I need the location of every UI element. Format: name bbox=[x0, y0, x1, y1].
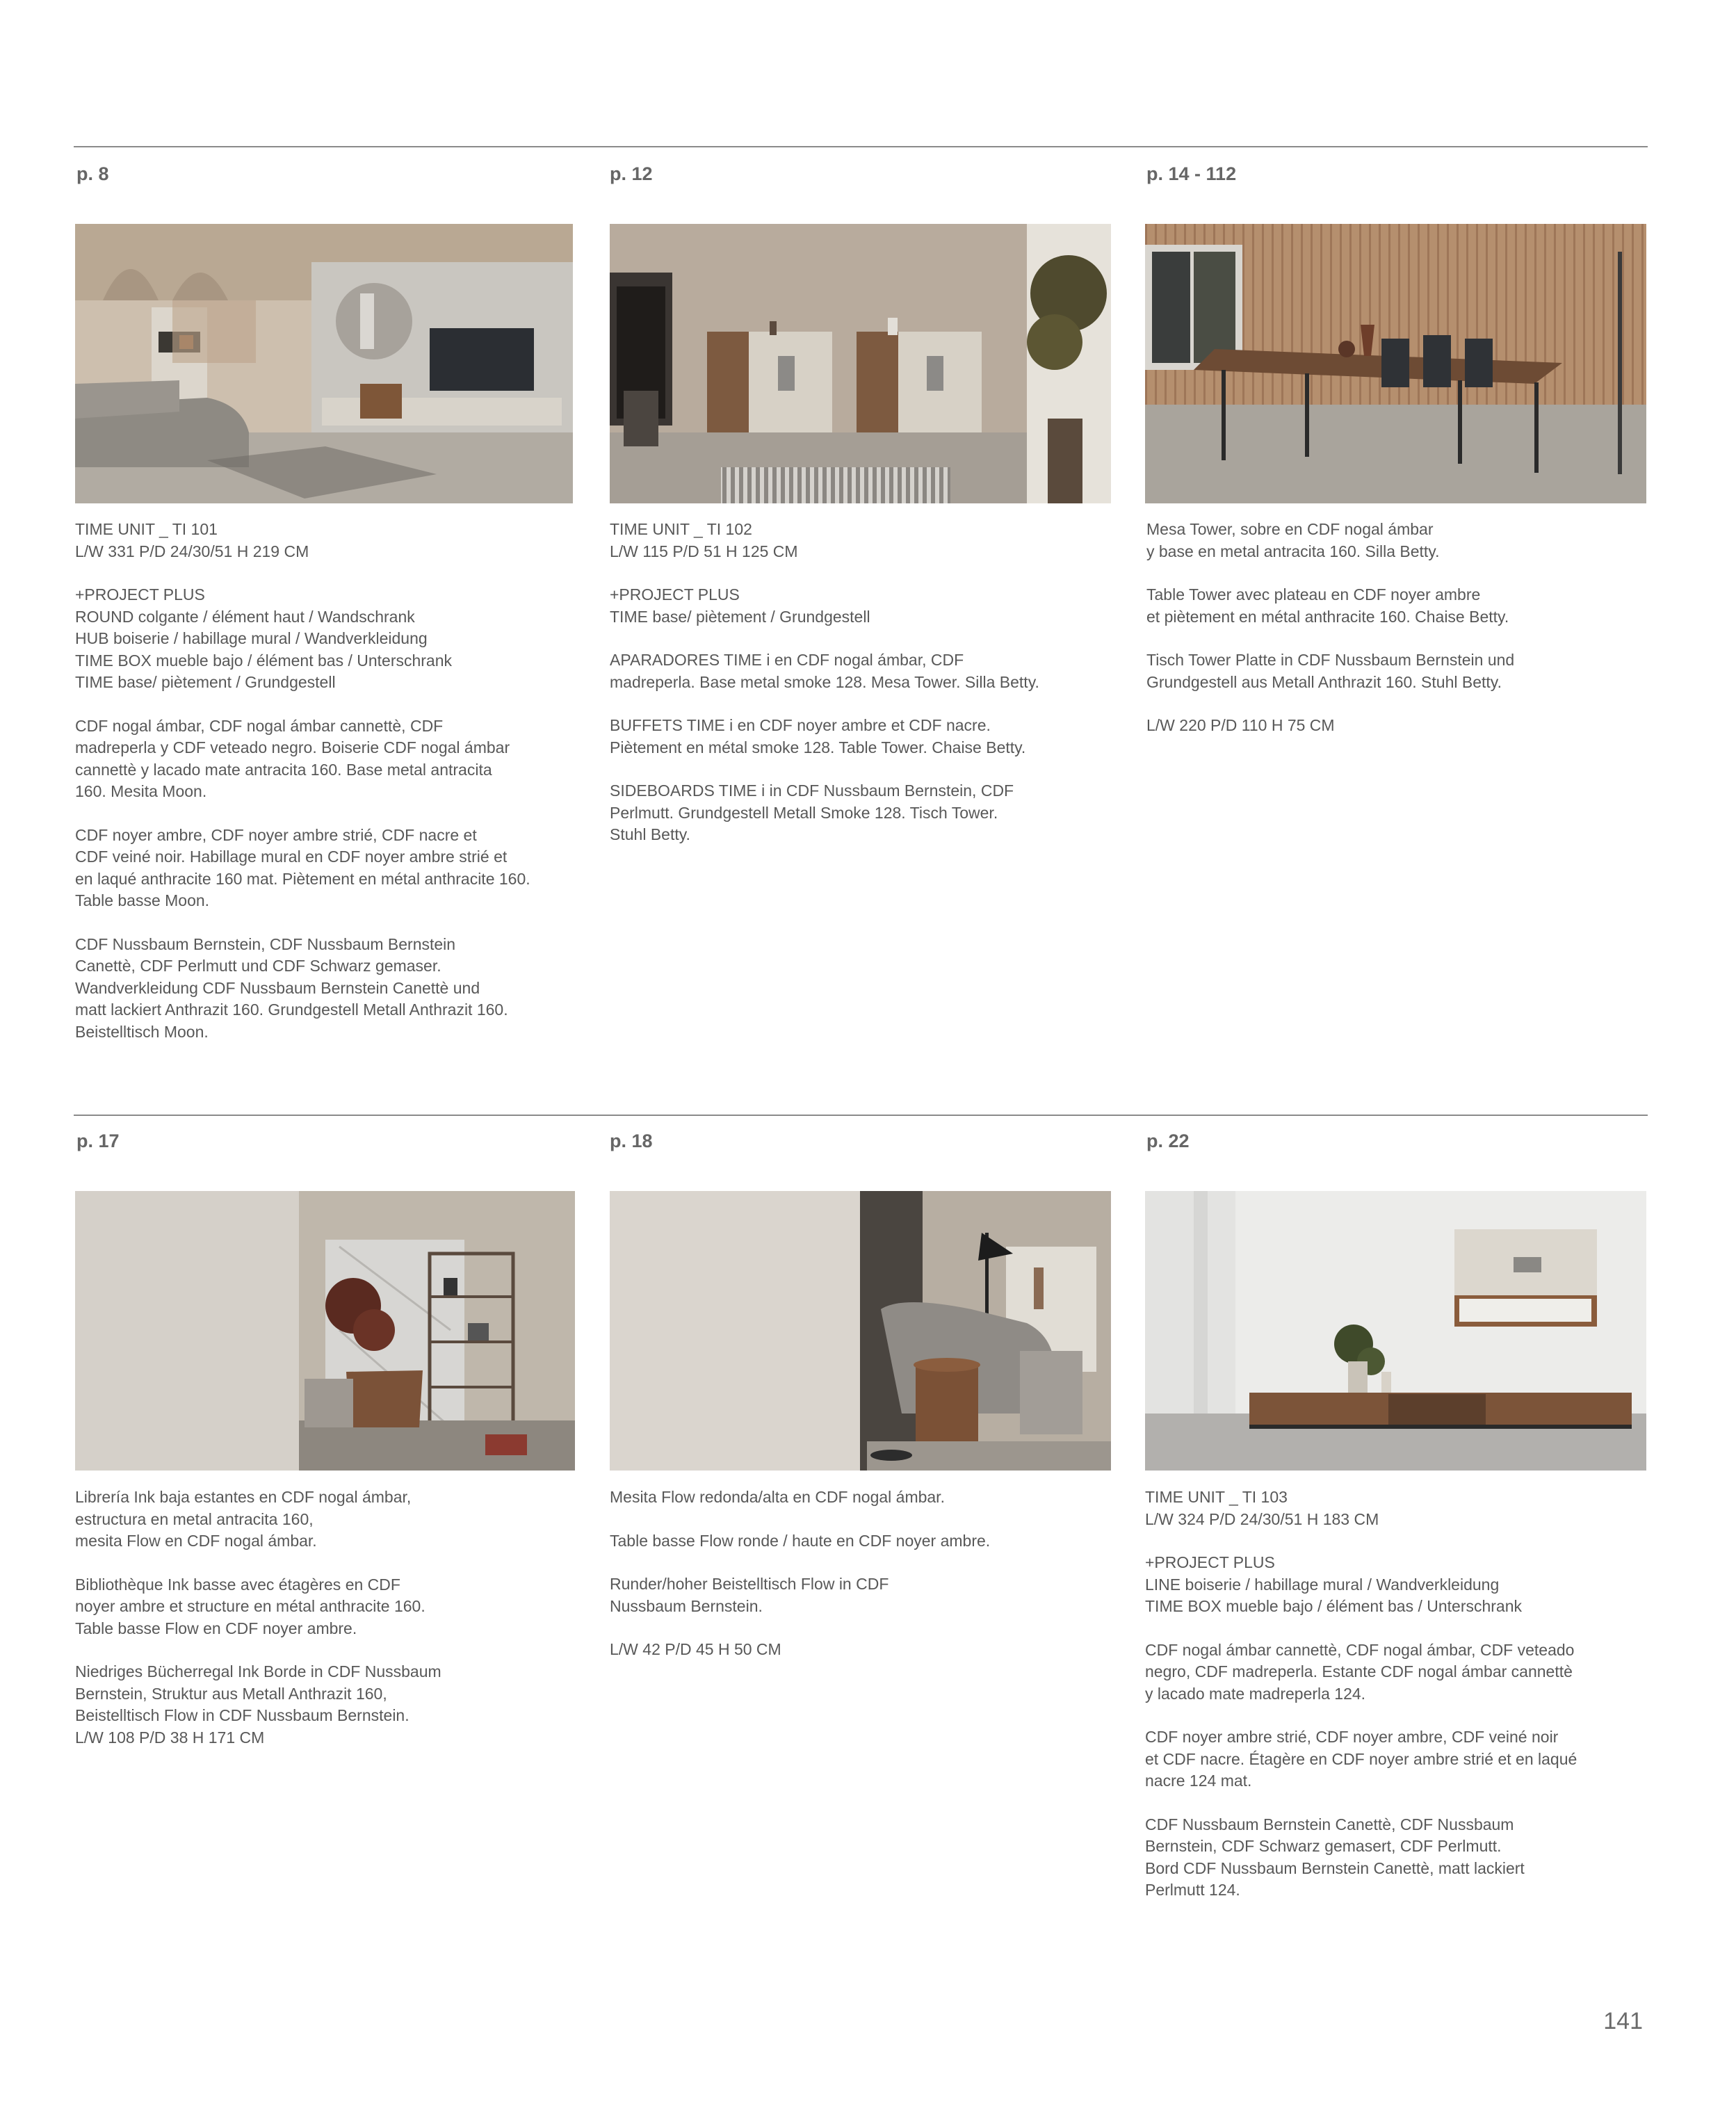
top-divider-row-1 bbox=[74, 146, 1648, 147]
product-description: TIME UNIT _ TI 102 L/W 115 P/D 51 H 125 CM +PROJECT PLUS TIME base/ piètement / Grundgestell APARADORES TIME i en CDF nogal ámbar, CDF madreperla. Base metal smoke 128. Mesa Tower. Silla Betty. BUFFETS TIME i en CDF noyer ambre et CDF nacre. Piètement en métal smoke 128. Table Tower. Chaise Betty. SIDEBOARDS TIME i in CDF Nussbaum Bernstein, CDF Perlmutt. Grundgestell Metall Smoke 128. Tisch Tower. Stuhl Betty. bbox=[610, 520, 1039, 843]
product-description: Mesa Tower, sobre en CDF nogal ámbar y base en metal antracita 160. Silla Betty. Table Tower avec plateau en CDF noyer ambre et piètement en métal anthracite 160. Chaise Betty. Tisch Tower Platte in CDF Nussbaum Bernstein und Grundgestell aus Metall Anthrazit 160. Stuhl Betty. L/W 220 P/D 110 H 75 CM bbox=[1146, 520, 1515, 734]
product-photo-side-table bbox=[610, 1191, 1111, 1471]
product-photo-wall-unit bbox=[1145, 1191, 1646, 1471]
page-number: 141 bbox=[1603, 2008, 1643, 2034]
product-description: TIME UNIT _ TI 101 L/W 331 P/D 24/30/51 H 219 CM +PROJECT PLUS ROUND colgante / élément haut / Wandschrank HUB boiserie / habillage mural / Wandverkleidung TIME BOX mueble bajo / élément bas / Unterschrank TIME base/ piètement / Grundgestell CDF nogal ámbar, CDF nogal ámbar cannettè, CDF madreperla y CDF veteado negro. Boiserie CDF nogal ámbar cannettè y lacado mate antracita 160. Base metal antracita 160. Mesita Moon. CDF noyer ambre, CDF noyer ambre strié, CDF nacre et CDF veiné noir. Habillage mural en CDF noyer ambre strié et en laqué anthracite 160 mat. Piètement en métal anthracite 160. Table basse Moon. CDF Nussbaum Bernstein, CDF Nussbaum Bernstein Canettè, CDF Perlmutt und CDF Schwarz gemaser. Wandverkleidung CDF Nussbaum Bernstein Canettè und matt lackiert Anthrazit 160. Grundgestell Metall Anthrazit 160. Beistelltisch Moon. bbox=[75, 520, 530, 1041]
product-photo-living-room bbox=[75, 224, 573, 503]
product-description: Mesita Flow redonda/alta en CDF nogal ámbar. Table basse Flow ronde / haute en CDF noyer ambre. Runder/hoher Beistelltisch Flow in CDF Nussbaum Bernstein. L/W 42 P/D 45 H 50 CM bbox=[610, 1488, 991, 1658]
page-reference: p. 12 bbox=[610, 163, 653, 184]
product-description: TIME UNIT _ TI 103 L/W 324 P/D 24/30/51 H 183 CM +PROJECT PLUS LINE boiserie / habillage mural / Wandverkleidung TIME BOX mueble bajo / élément bas / Unterschrank CDF nogal ámbar cannettè, CDF nogal ámbar, CDF veteado negro, CDF madreperla. Estante CDF nogal ámbar cannettè y lacado mate madreperla 124. CDF noyer ambre strié, CDF noyer ambre, CDF veiné noir et CDF nacre. Étagère en CDF noyer ambre strié et en laqué nacre 124 mat. CDF Nussbaum Bernstein Canettè, CDF Nussbaum Bernstein, CDF Schwarz gemasert, CDF Perlmutt. Bord CDF Nussbaum Bernstein Canettè, matt lackiert Perlmutt 124. bbox=[1145, 1488, 1577, 1899]
product-photo-sideboards bbox=[610, 224, 1111, 503]
product-photo-dining-table bbox=[1145, 224, 1646, 503]
page-reference: p. 22 bbox=[1146, 1131, 1190, 1151]
page-reference: p. 17 bbox=[76, 1131, 120, 1151]
page-reference: p. 8 bbox=[76, 163, 109, 184]
page-reference: p. 18 bbox=[610, 1131, 653, 1151]
product-photo-bookcase bbox=[75, 1191, 575, 1471]
product-description: Librería Ink baja estantes en CDF nogal ámbar, estructura en metal antracita 160, mesita Flow en CDF nogal ámbar. Bibliothèque Ink basse avec étagères en CDF noyer ambre et structure en métal anthracite 160. Table basse Flow en CDF noyer ambre. Niedriges Bücherregal Ink Borde in CDF Nussbaum Bernstein, Struktur aus Metall Anthrazit 160, Beistelltisch Flow in CDF Nussbaum Bernstein. L/W 108 P/D 38 H 171 CM bbox=[75, 1488, 441, 1747]
top-divider-row-2 bbox=[74, 1115, 1648, 1116]
page-reference: p. 14 - 112 bbox=[1146, 163, 1237, 184]
